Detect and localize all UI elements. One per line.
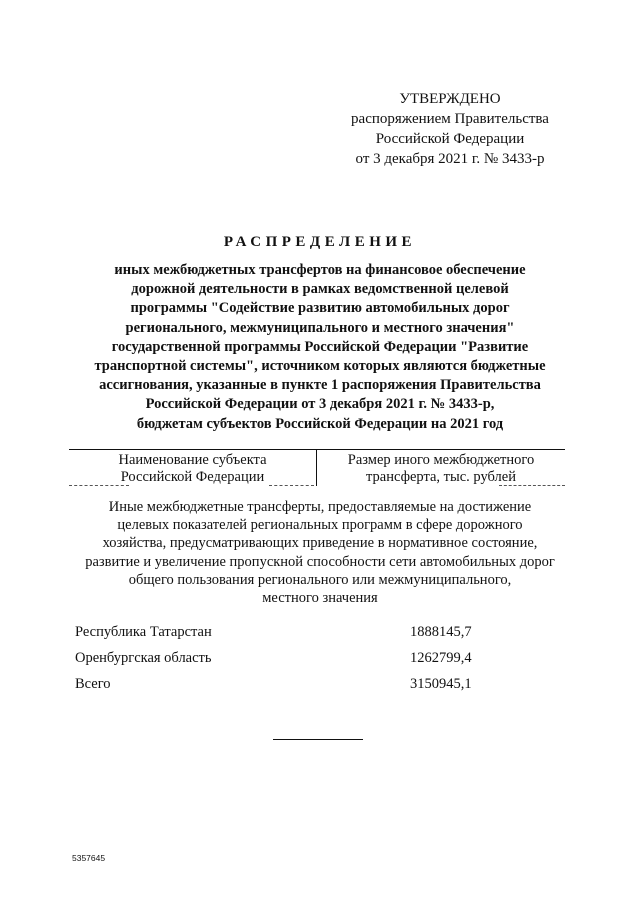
section-description — [70, 498, 570, 607]
subtitle-line: бюджетам субъектов Российской Федерации на 2021 год — [136, 415, 504, 432]
region-amount: 1888145,7 — [410, 624, 472, 640]
subtitle-line: государственной программы Российской Федерации "Развитие — [111, 338, 529, 355]
subtitle-line: иных межбюджетных трансфертов на финансовое обеспечение — [114, 262, 526, 278]
header-bottom-rule — [69, 485, 129, 486]
section-line: общего пользования регионального или межмуниципального, — [128, 571, 512, 588]
subtitle-line: Российской Федерации от 3 декабря 2021 г. № 3433-р, — [145, 396, 495, 413]
table-header — [69, 449, 565, 486]
document-subtitle — [60, 261, 580, 434]
subtitle-line: транспортной системы", источником которых являются бюджетные — [94, 358, 546, 375]
approval-line: Российской Федерации — [375, 131, 525, 147]
header-text: Российской Федерации — [120, 469, 265, 485]
total-label: Всего — [75, 676, 111, 692]
table-row — [75, 622, 495, 648]
section-line: местного значения — [262, 590, 378, 607]
header-bottom-rule — [269, 485, 314, 486]
header-text: трансферта, тыс. рублей — [366, 469, 516, 485]
header-cell-amount — [317, 450, 565, 486]
region-name: Республика Татарстан — [75, 624, 212, 640]
header-bottom-rule — [499, 485, 565, 486]
document-title: РАСПРЕДЕЛЕНИЕ — [223, 234, 417, 250]
document-code: 5357645 — [72, 853, 106, 863]
subtitle-line: ассигнования, указанные в пункте 1 распоряжения Правительства — [99, 377, 541, 394]
region-amount: 1262799,4 — [410, 650, 472, 666]
section-line: Иные межбюджетные трансферты, предоставляемые на достижение — [108, 499, 532, 515]
subtitle-line: регионального, межмуниципального и местного значения" — [125, 319, 515, 336]
header-text: Наименование субъекта — [118, 452, 267, 468]
total-amount: 3150945,1 — [410, 676, 472, 692]
approval-heading: УТВЕРЖДЕНО — [399, 91, 501, 107]
table-row — [75, 648, 495, 674]
region-name: Оренбургская область — [75, 650, 212, 666]
approval-line: распоряжением Правительства — [351, 111, 549, 127]
section-line: хозяйства, предусматривающих приведение в нормативное состояние, — [102, 535, 538, 552]
section-line: целевых показателей региональных программ в сфере дорожного — [117, 517, 523, 534]
header-cell-subject — [69, 450, 317, 486]
end-divider — [273, 739, 363, 740]
subtitle-line: программы "Содействие развитию автомобильных дорог — [130, 300, 510, 317]
header-text: Размер иного межбюджетного — [347, 452, 535, 468]
approval-stamp — [340, 89, 560, 169]
total-row — [75, 674, 495, 700]
allocation-list — [75, 622, 495, 700]
approval-line: от 3 декабря 2021 г. № 3433-р — [355, 151, 545, 167]
subtitle-line: дорожной деятельности в рамках ведомственной целевой — [131, 281, 509, 298]
section-line: развитие и увеличение пропускной способности сети автомобильных дорог — [85, 553, 555, 570]
